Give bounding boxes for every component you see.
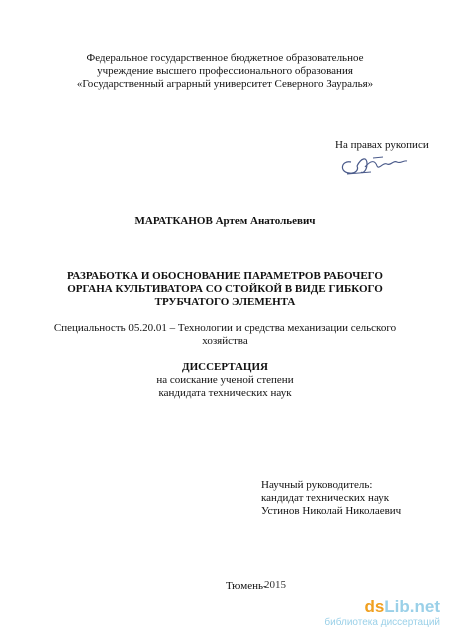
dissertation-degree-line-1: на соискание ученой степени (156, 374, 294, 386)
watermark-logo-rest: Lib.net (384, 597, 440, 616)
author-name: МАРАТКАНОВ Артем Анатольевич (134, 215, 316, 227)
supervisor-label: Научный руководитель: (261, 479, 373, 491)
supervisor-name: Устинов Николай Николаевич (261, 505, 402, 517)
thesis-title-line-1: РАЗРАБОТКА И ОБОСНОВАНИЕ ПАРАМЕТРОВ РАБОЧЕГО (67, 270, 383, 282)
thesis-title-line-2: ОРГАНА КУЛЬТИВАТОРА СО СТОЙКОЙ В ВИДЕ ГИБКОГО (67, 283, 383, 295)
dissertation-heading: ДИССЕРТАЦИЯ (182, 361, 268, 373)
institution-line-2: учреждение высшего профессионального образования (97, 65, 353, 77)
footer-city: Тюмень- (226, 580, 267, 592)
signature-icon (337, 152, 417, 180)
footer-year-clipped (264, 577, 294, 591)
supervisor-degree: кандидат технических наук (261, 492, 390, 504)
watermark-link[interactable] (324, 597, 444, 631)
footer-year: 2015 (264, 579, 286, 591)
institution-line-1: Федеральное государственное бюджетное образовательное (86, 52, 364, 64)
rights-note: На правах рукописи (335, 139, 429, 151)
institution-line-3: «Государственный аграрный университет Северного Зауралья» (76, 78, 374, 90)
watermark-logo-ds: ds (364, 597, 385, 616)
watermark-logo (364, 597, 440, 617)
watermark-tagline: библиотека диссертаций (324, 617, 440, 628)
dissertation-degree-line-2: кандидата технических наук (158, 387, 292, 399)
specialty-line-1: Специальность 05.20.01 – Технологии и средства механизации сельского (53, 322, 397, 334)
specialty-line-2: хозяйства (202, 335, 248, 347)
thesis-title-line-3: ТРУБЧАТОГО ЭЛЕМЕНТА (154, 296, 296, 308)
